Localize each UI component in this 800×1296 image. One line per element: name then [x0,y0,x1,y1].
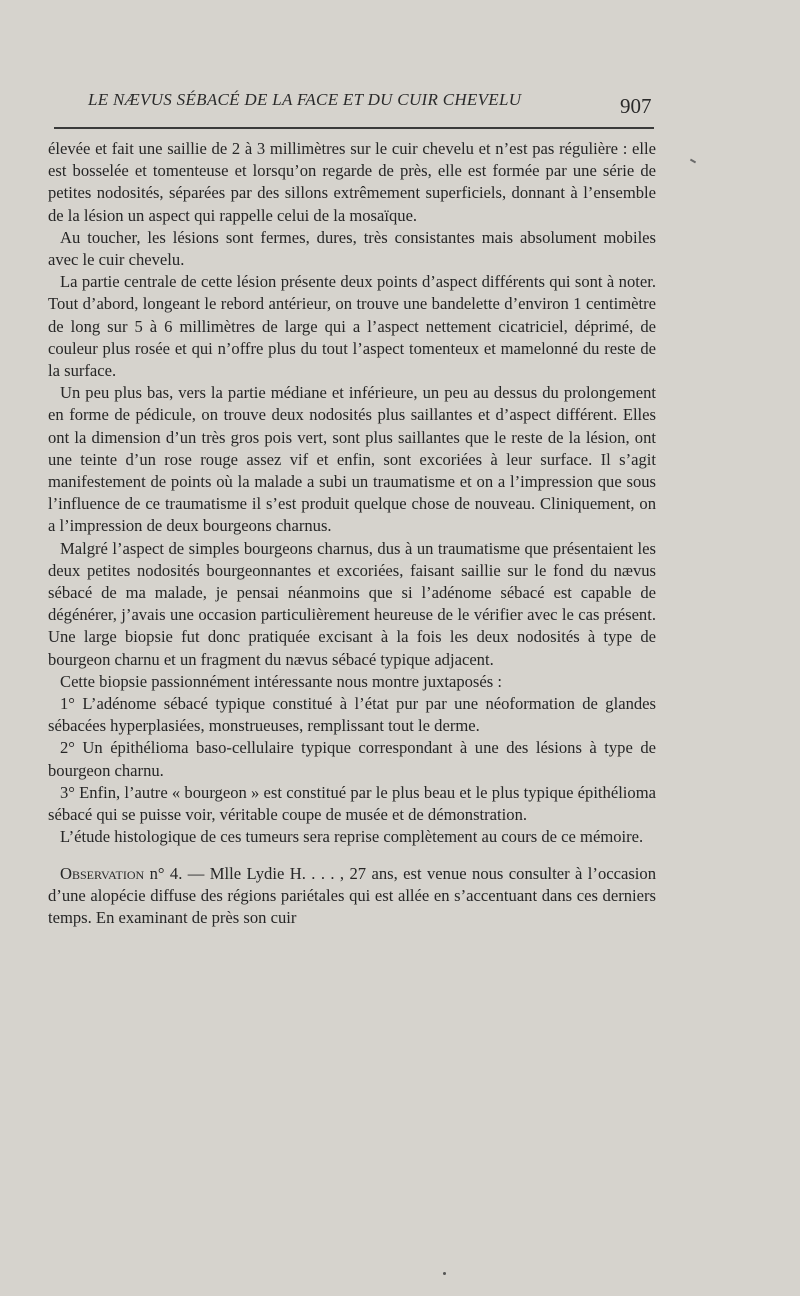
paragraph-lesion-description: élevée et fait une saillie de 2 à 3 millimètres sur le cuir chevelu et n’est pas régulière : elle est bosselée et tomenteuse et lorsqu’on regarde de près, elle est formée par une série de petites nodosités, séparées par des sillons extrêmement superficiels, donnant à l’ensemble de la lésion un aspect qui rappelle celui de la mosaïque. [48,139,656,225]
paragraph-nodosities: Un peu plus bas, vers la partie médiane et inférieure, un peu au dessus du prolongement en forme de pédicule, on trouve deux nodosités plus saillantes et d’aspect différent. Elles ont la dimension d’un très gros pois vert, sont plus saillantes que le reste de la lésion, ont une teinte d’un rose rouge assez vif et enfin, sont excoriées à leur surface. Il s’agit manifestement de points où la malade a subi un traumatisme et on a l’impression que sous l’influence de ce traumatisme il s’est produit quelque chose de nouveau. Cliniquement, on a l’impression de deux bourgeons charnus. [48,383,656,536]
paragraph-biopsy: Malgré l’aspect de simples bourgeons charnus, dus à un traumatisme que présentaient les deux petites nodosités bourgeonnantes et excoriées, faisant saillie sur le fond du nævus sébacé de ma malade, je pensai néanmoins que si l’adénome sébacé est capable de dégénérer, j’avais une occasion particulièrement heureuse de le vérifier avec le cas présent. Une large biopsie fut donc pratiquée excisant à la fois les deux nodosités à type de bourgeon charnu et un fragment du nævus sébacé typique adjacent. [48,538,656,669]
finding-2: 2° Un épithélioma baso-cellulaire typique correspondant à une des lésions à type de bourgeon charnu. [48,738,656,780]
print-dot [443,1272,446,1275]
header-rule [54,127,654,129]
paragraph-histology: L’étude histologique de ces tumeurs sera reprise complètement au cours de ce mémoire. [60,827,644,847]
finding-1: 1° L’adénome sébacé typique constitué à l’état pur par une néoformation de glandes sébacées hyperplasiées, monstrueuses, remplissant tout le derme. [48,694,656,736]
observation-paragraph [48,863,656,930]
page-number: 907 [620,94,652,118]
observation-text: n° 4. — Mlle Lydie H. . . . , 27 ans, est venue nous consulter à l’occasion d’une alopécie diffuse des régions pariétales qui est allée en s’accentuant dans ces derniers temps. En examinant de près son cuir [48,863,656,927]
print-mark [690,159,696,164]
body-text [48,138,656,929]
observation-label: Observation [60,863,145,883]
paragraph-biopsy-findings: Cette biopsie passionnément intéressante nous montre juxtaposés : [60,671,502,691]
running-title: LE NÆVUS SÉBACÉ DE LA FACE ET DU CUIR CHEVELU [88,90,522,109]
paragraph-central-part: La partie centrale de cette lésion présente deux points d’aspect différents qui sont à noter. Tout d’abord, longeant le rebord antérieur, on trouve une bandelette d’environ 1 centimètre de long sur 5 à 6 millimètres de large qui a l’aspect nettement cicatriciel, déprimé, de couleur plus rosée et qui n’offre plus du tout l’aspect tomenteux et mamelonné du reste de la surface. [48,272,656,381]
paragraph-palpation: Au toucher, les lésions sont fermes, dures, très consistantes mais absolument mobiles avec le cuir chevelu. [48,227,656,270]
finding-3: 3° Enfin, l’autre « bourgeon » est constitué par le plus beau et le plus typique épithélioma sébacé qui se puisse voir, véritable coupe de musée et de démonstration. [48,782,656,825]
